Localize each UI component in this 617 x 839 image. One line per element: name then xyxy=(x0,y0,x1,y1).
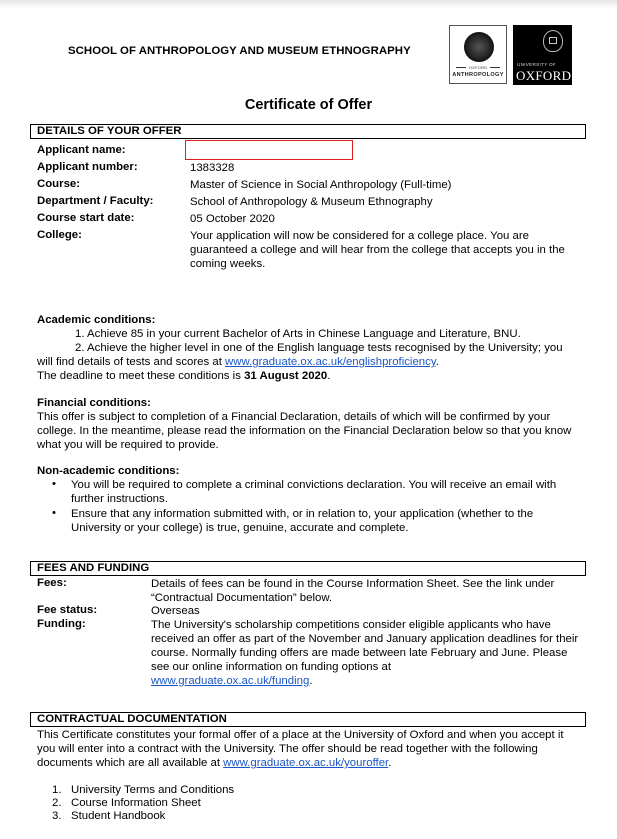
funding-label: Funding: xyxy=(37,618,86,630)
text: . xyxy=(435,356,439,368)
text: The University's scholarship competitions consider eligible applicants who have received an offer as part of the November and January application deadlines for their course. Normally funding offers are made between late February and June. Please see our online information on funding options at xyxy=(151,619,579,673)
financial-conditions-text: This offer is subject to completion of a Financial Declaration, details of which will be confirmed by your college. In the meantime, please read the information on the Financial Declaration below so that you know what you will be required to provide. xyxy=(37,411,572,451)
text: will find details of tests and scores at xyxy=(37,356,226,368)
detail-label: Course start date: xyxy=(37,212,135,224)
academic-condition-2-cont xyxy=(37,355,582,369)
detail-label: Applicant name: xyxy=(37,144,126,156)
contract-section-header: CONTRACTUAL DOCUMENTATION xyxy=(30,712,586,727)
logo-anth-small-text: OXFORD xyxy=(450,65,506,70)
fees-value: Details of fees can be found in the Course Information Sheet. See the link under “Contractual Documentation” below. xyxy=(151,578,555,604)
school-title: SCHOOL OF ANTHROPOLOGY AND MUSEUM ETHNOGRAPHY xyxy=(68,45,411,57)
fees-section-header: FEES AND FUNDING xyxy=(30,561,586,576)
document-number: 3. xyxy=(52,810,62,822)
document-number: 2. xyxy=(52,797,62,809)
certificate-title: Certificate of Offer xyxy=(244,97,373,113)
academic-conditions-heading: Academic conditions: xyxy=(37,314,156,326)
detail-value: School of Anthropology & Museum Ethnography xyxy=(190,196,433,208)
page-top-shadow xyxy=(0,0,617,8)
fee-status-label: Fee status: xyxy=(37,604,98,616)
logo-anth-big-text: ANTHROPOLOGY xyxy=(452,72,504,78)
document-label: University Terms and Conditions xyxy=(71,784,235,796)
academic-deadline xyxy=(37,369,582,383)
document-label: Course Information Sheet xyxy=(71,797,201,809)
detail-label: Applicant number: xyxy=(37,161,138,173)
fee-status-value: Overseas xyxy=(151,605,200,617)
text: This Certificate constitutes your formal offer of a place at the University of Oxford and when you accept it you will enter into a contract with the University. The offer should be read together with the following documents which are all available at xyxy=(37,729,564,769)
non-academic-condition-1: You will be required to complete a criminal convictions declaration. You will receive an email with further instructions. xyxy=(71,479,557,505)
text: The deadline to meet these conditions is xyxy=(37,370,245,382)
document-item-1 xyxy=(52,783,597,797)
details-section-header: DETAILS OF YOUR OFFER xyxy=(30,124,586,139)
funding-value xyxy=(151,618,583,688)
document-label: Student Handbook xyxy=(71,810,166,822)
text: . xyxy=(309,675,313,687)
contract-text xyxy=(37,728,585,770)
detail-label: Department / Faculty: xyxy=(37,195,154,207)
non-academic-conditions-heading: Non-academic conditions: xyxy=(37,465,180,477)
document-number: 1. xyxy=(52,784,62,796)
document-item-3 xyxy=(52,809,597,823)
financial-conditions-heading: Financial conditions: xyxy=(37,397,151,409)
funding-link[interactable]: www.graduate.ox.ac.uk/funding xyxy=(151,675,310,687)
text: . xyxy=(327,370,331,382)
deadline-date: 31 August 2020 xyxy=(244,370,328,382)
logo-ox-big-text: OXFORD xyxy=(516,68,572,83)
oxford-crest-icon xyxy=(543,30,563,52)
english-proficiency-link[interactable]: www.graduate.ox.ac.uk/englishproficiency xyxy=(225,356,436,368)
detail-value: Your application will now be considered for a college place. You are guaranteed a college and will hear from the college that accepts you in the coming weeks. xyxy=(190,230,565,270)
academic-condition-1: 1. Achieve 85 in your current Bachelor of Arts in Chinese Language and Literature, BNU. xyxy=(75,328,521,340)
university-of-oxford-logo xyxy=(513,25,572,85)
detail-value: 05 October 2020 xyxy=(190,213,275,225)
bullet-icon: • xyxy=(52,507,56,519)
detail-label: Course: xyxy=(37,178,81,190)
applicant-name-redaction-box xyxy=(185,140,353,160)
detail-value: Master of Science in Social Anthropology (Full-time) xyxy=(190,179,452,191)
detail-label: College: xyxy=(37,229,82,241)
document-item-2 xyxy=(52,796,597,810)
fees-label: Fees: xyxy=(37,577,67,589)
logo-ox-small-text: UNIVERSITY OF xyxy=(517,62,557,67)
text: . xyxy=(388,757,392,769)
detail-value: 1383328 xyxy=(190,162,235,174)
bullet-icon: • xyxy=(52,478,56,490)
oxford-anthropology-logo xyxy=(449,25,507,84)
anthropology-seal-icon xyxy=(464,32,494,62)
non-academic-condition-2: Ensure that any information submitted with, or in relation to, your application (whether to the University or your college) is true, genuine, accurate and complete. xyxy=(71,508,534,534)
academic-condition-2: 2. Achieve the higher level in one of the English language tests recognised by the University; you xyxy=(75,342,563,354)
youroffer-link[interactable]: www.graduate.ox.ac.uk/youroffer xyxy=(223,757,389,769)
